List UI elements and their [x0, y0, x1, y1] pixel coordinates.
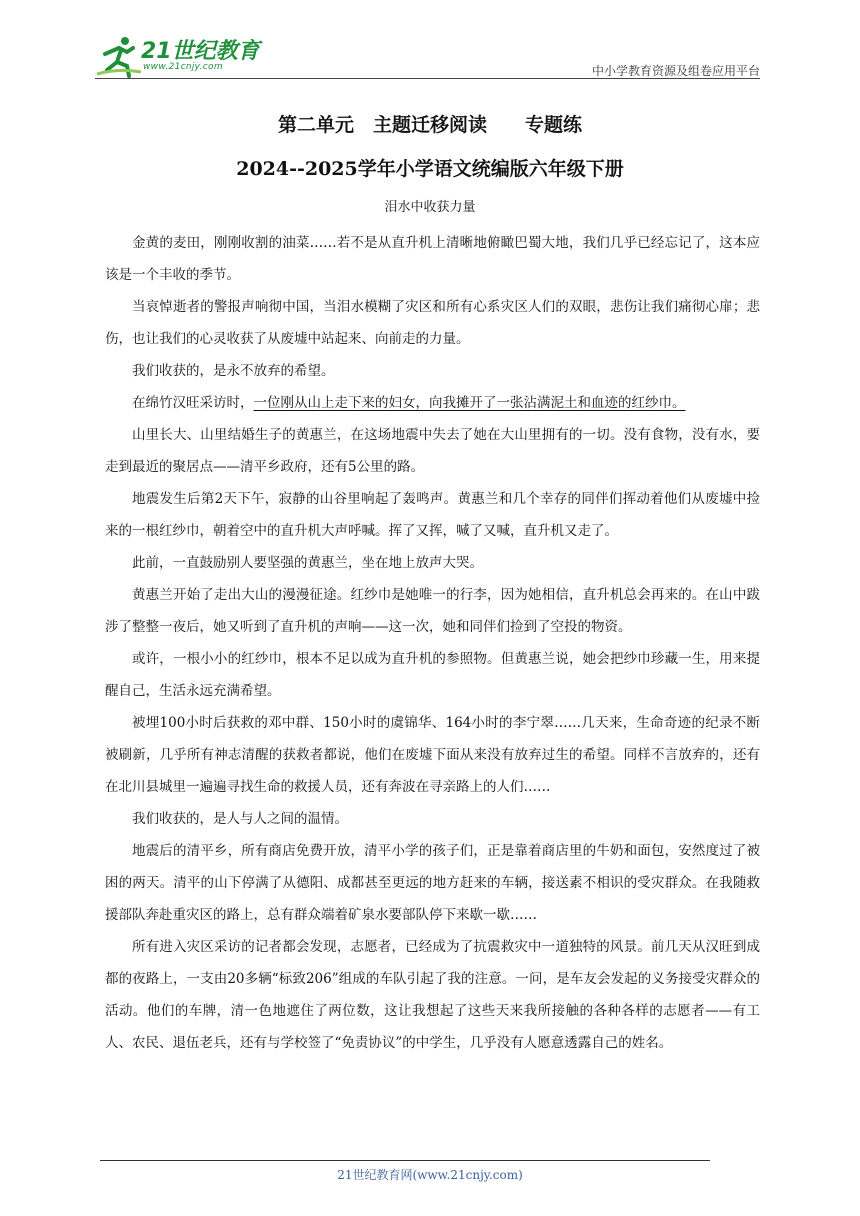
underlined-sentence: 一位刚从山上走下来的妇女，向我摊开了一张沾满泥土和血迹的红纱巾。 [253, 395, 686, 411]
paragraph-3: 我们收获的，是永不放弃的希望。 [132, 363, 335, 379]
paragraph-6: 地震发生后第2天下午，寂静的山谷里响起了轰鸣声。黄惠兰和几个幸存的同伴们挥动着他们从废墟中捡来的一根红纱巾，朝着空中的直升机大声呼喊。挥了又挥，喊了又喊，直升机又走了。 [105, 491, 760, 539]
paragraph-9: 或许，一根小小的红纱巾，根本不足以成为直升机的参照物。但黄惠兰说，她会把纱巾珍藏一生，用来提醒自己，生活永远充满希望。 [105, 651, 760, 699]
logo [95, 30, 265, 78]
paragraph-11: 我们收获的，是人与人之间的温情。 [132, 811, 348, 827]
paragraph-10: 被埋100小时后获救的邓中群、150小时的虞锦华、164小时的李宁翠……几天来，生命奇迹的纪录不断被刷新，几乎所有神志清醒的获救者都说，他们在废墟下面从来没有放弃过生的希望。同样不言放弃的，还有在北川县城里一遍遍寻找生命的救援人员，还有奔波在寻亲路上的人们…… [105, 715, 760, 795]
header-divider [95, 78, 760, 79]
article-body [105, 227, 760, 1059]
paragraph-13: 所有进入灾区采访的记者都会发现，志愿者，已经成为了抗震救灾中一道独特的风景。前几天从汉旺到成都的夜路上，一支由20多辆“标致206”组成的车队引起了我的注意。一问，是车友会发起的义务接受灾群众的活动。他们的车牌，清一色地遮住了两位数，这让我想起了这些天来我所接触的各种各样的志愿者——有工人、农民、退伍老兵，还有与学校签了“免责协议”的中学生，几乎没有人愿意透露自己的姓名。 [105, 939, 760, 1051]
unit-title: 第二单元 主题迁移阅读 专题练 [277, 114, 582, 136]
runner-logo-icon [95, 34, 143, 78]
paragraph-8: 黄惠兰开始了走出大山的漫漫征途。红纱巾是她唯一的行李，因为她相信，直升机总会再来的。在山中跋涉了整整一夜后，她又听到了直升机的声响——这一次，她和同伴们捡到了空投的物资。 [105, 587, 760, 635]
logo-url: www.21cnjy.com [143, 62, 223, 72]
paragraph-12: 地震后的清平乡，所有商店免费开放，清平小学的孩子们，正是靠着商店里的牛奶和面包，安然度过了被困的两天。清平的山下停满了从德阳、成都甚至更远的地方赶来的车辆，接送素不相识的受灾群众。在我随救援部队奔赴重灾区的路上，总有群众端着矿泉水要部队停下来歇一歇…… [105, 843, 760, 923]
grade-title: 2024--2025学年小学语文统编版六年级下册 [236, 158, 624, 180]
paragraph-1: 金黄的麦田，刚刚收割的油菜……若不是从直升机上清晰地俯瞰巴蜀大地，我们几乎已经忘记了，这本应该是一个丰收的季节。 [105, 235, 760, 283]
footer-link[interactable]: 21世纪教育网(www.21cnjy.com) [337, 1168, 523, 1182]
logo-text: 21世纪教育 [141, 39, 260, 64]
paragraph-4 [105, 387, 760, 419]
page-header [95, 30, 760, 80]
paragraph-2: 当哀悼逝者的警报声响彻中国，当泪水模糊了灾区和所有心系灾区人们的双眼，悲伤让我们痛彻心扉；悲伤，也让我们的心灵收获了从废墟中站起来、向前走的力量。 [105, 299, 760, 347]
platform-name: 中小学教育资源及组卷应用平台 [591, 64, 760, 78]
paragraph-5: 山里长大、山里结婚生子的黄惠兰，在这场地震中失去了她在大山里拥有的一切。没有食物，没有水，要走到最近的聚居点——清平乡政府，还有5公里的路。 [105, 427, 760, 475]
article-title: 泪水中收获力量 [384, 200, 476, 215]
paragraph-7: 此前，一直鼓励别人要坚强的黄惠兰，坐在地上放声大哭。 [132, 555, 483, 571]
footer-divider [100, 1160, 710, 1161]
paragraph-4-lead: 在绵竹汉旺采访时， [132, 395, 254, 411]
